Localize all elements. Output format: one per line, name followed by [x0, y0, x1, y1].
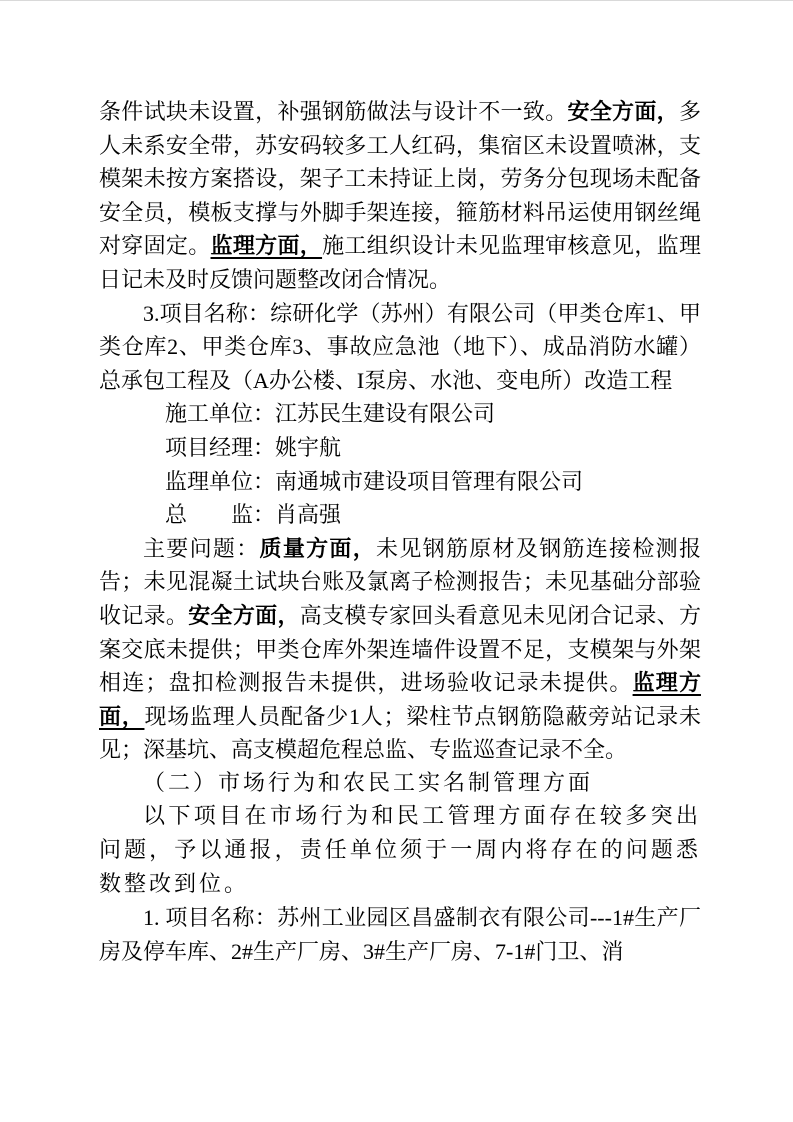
document-body: [99, 95, 701, 968]
text-run: 以下项目在市场行为和民工管理方面存在较多突出问题，予以通报，责任单位须于一周内将存在的问题悉数整改到位。: [99, 804, 701, 897]
text-run: 监理单位：南通城市建设项目管理有限公司: [165, 468, 584, 494]
project-3-supervision-unit: [99, 465, 701, 499]
project-3-main-issues: [99, 532, 701, 767]
project-3-name: [99, 297, 701, 398]
text-run: 施工单位：江苏民生建设有限公司: [165, 401, 496, 427]
text-run: 主要问题：: [143, 535, 260, 561]
project-3-contractor: [99, 397, 701, 431]
text-run: （二）市场行为和农民工实名制管理方面: [143, 770, 594, 796]
text-run: 多人未系安全带，苏安码较多工人红码，集宿区未设置喷淋，支模架未按方案搭设，架子工未持证上岗，劳务分包现场未配备安全员，模板支撑与外脚手架连接，箍筋材料吊运使用钢丝绳对穿固定。: [99, 99, 701, 259]
text-run: 3.项目名称：综研化学（苏州）有限公司（甲类仓库1、甲类仓库2、甲类仓库3、事故应急池（地下）、成品消防水罐）总承包工程及（A办公楼、I泵房、水池、变电所）改造工程: [99, 300, 701, 393]
project-3-manager: [99, 431, 701, 465]
text-run: 安全方面，: [188, 602, 300, 628]
project-3-chief-supervisor: [99, 498, 701, 532]
continued-issues-paragraph: [99, 95, 701, 297]
text-run: 施工组织设计未见监理审核意见，监理日记未及时反馈问题整改闭合情况。: [99, 233, 701, 292]
section-2-heading: [99, 767, 701, 801]
project-1-name: [99, 901, 701, 968]
text-run: 条件试块未设置，补强钢筋做法与设计不一致。: [99, 99, 568, 124]
text-run: 质量方面，: [259, 535, 377, 561]
text-run: 现场监理人员配备少1人；梁柱节点钢筋隐蔽旁站记录未见；深基坑、高支模超危程总监、专监巡查记录不全。: [99, 703, 701, 763]
text-run: 未见钢筋原材及钢筋连接检测报告；未见混凝土试块台账及氯离子检测报告；未见基础分部验收记录。: [99, 535, 701, 628]
text-run: 1. 项目名称：苏州工业园区昌盛制衣有限公司---1#生产厂房及停车库、2#生产厂房、3#生产厂房、7-1#门卫、消: [99, 905, 701, 964]
text-run: 总 监：肖高强: [165, 502, 342, 528]
text-run: 高支模专家回头看意见未见闭合记录、方案交底未提供；甲类仓库外架连墙件设置不足，支模架与外架相连；盘扣检测报告未提供，进场验收记录未提供。: [99, 602, 701, 696]
section-2-intro: [99, 800, 701, 901]
text-run: 项目经理：姚宇航: [165, 434, 342, 460]
text-run: 监理方面，: [99, 670, 701, 729]
text-run: 安全方面，: [567, 99, 679, 124]
text-run: 监理方面，: [210, 233, 323, 259]
